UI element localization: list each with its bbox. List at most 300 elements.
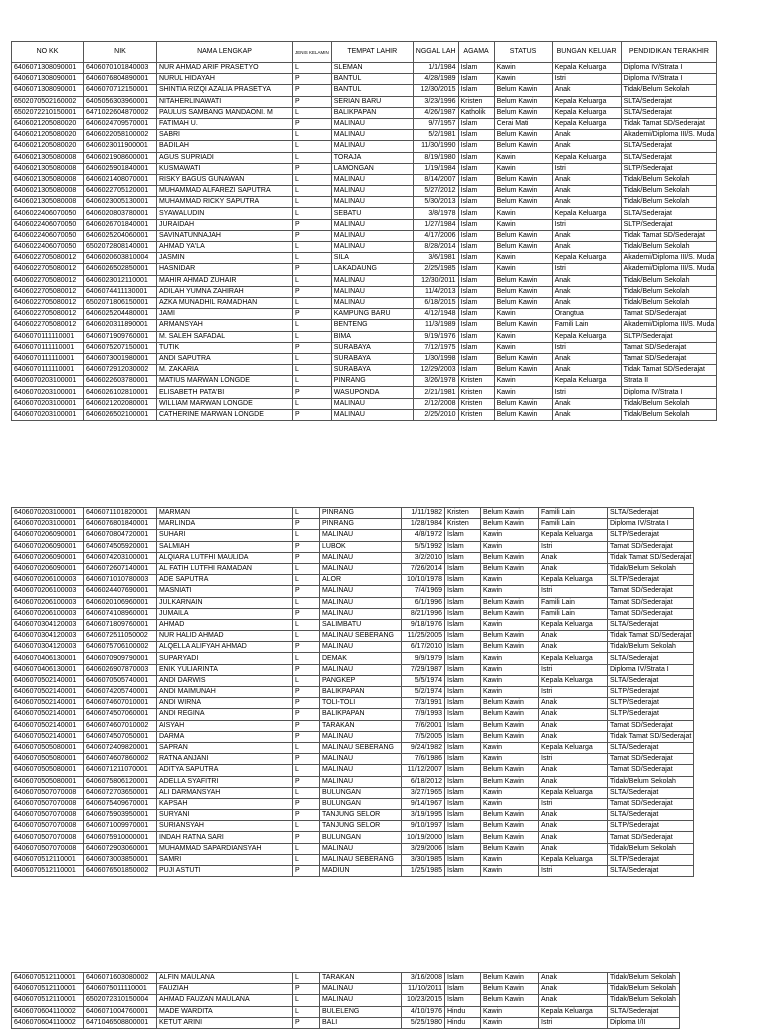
table-cell: MALINAU SEBERANG xyxy=(320,854,402,865)
table-cell: Tidak/Belum Sekolah xyxy=(621,297,717,308)
table-cell: Islam xyxy=(445,854,481,865)
table-cell: ANDI WIRNA xyxy=(157,698,293,709)
table-cell: MALINAU xyxy=(331,398,413,409)
table-cell: L xyxy=(293,275,332,286)
table-cell: 3/30/1985 xyxy=(402,854,445,865)
table-cell: Tamat SD/Sederajat xyxy=(608,765,694,776)
table-cell: Anak xyxy=(552,85,621,96)
table-row xyxy=(12,563,694,574)
table-cell: L xyxy=(293,253,332,264)
column-header: JENIS KELAMIN xyxy=(293,42,332,63)
column-header: NO KK xyxy=(12,42,84,63)
table-cell: Kawin xyxy=(494,74,552,85)
table-cell: Katholik xyxy=(458,107,494,118)
table-cell: Anak xyxy=(552,297,621,308)
table-cell: Islam xyxy=(445,597,481,608)
table-cell: 6406070101840003 xyxy=(84,63,157,74)
table-cell: TARAKAN xyxy=(320,973,402,984)
table-cell: 6406070909790001 xyxy=(84,653,157,664)
table-cell: Tamat SD/Sederajat xyxy=(608,597,694,608)
table-row xyxy=(12,409,717,420)
table-cell: Tidak/Belum Sekolah xyxy=(608,642,694,653)
table-cell: Islam xyxy=(458,152,494,163)
table-cell: 6406023012110001 xyxy=(84,275,157,286)
table-cell: 6406076801840001 xyxy=(84,519,157,530)
table-cell: Islam xyxy=(445,843,481,854)
table-cell: 6406070505080001 xyxy=(12,776,84,787)
table-cell: 6406022603780001 xyxy=(84,376,157,387)
table-cell: Kepala Keluarga xyxy=(539,653,608,664)
table-cell: 6406070604110002 xyxy=(12,1006,84,1017)
table-cell: Islam xyxy=(445,984,481,995)
table-cell: 7/26/2014 xyxy=(402,563,445,574)
table-row xyxy=(12,163,717,174)
table-cell: Kepala Keluarga xyxy=(539,742,608,753)
table-cell: M. ZAKARIA xyxy=(157,365,293,376)
table-cell: 6406070111110001 xyxy=(12,365,84,376)
table-cell: ADE SAPUTRA xyxy=(157,575,293,586)
table-cell: MALINAU xyxy=(320,984,402,995)
table-cell: L xyxy=(293,508,320,519)
table-cell: BADILAH xyxy=(157,141,293,152)
table-row xyxy=(12,720,694,731)
table-cell: 6406070206090001 xyxy=(12,563,84,574)
table-cell: Kristen xyxy=(445,508,481,519)
table-cell: Kawin xyxy=(494,219,552,230)
table-cell: 6406021202080001 xyxy=(84,398,157,409)
table-cell: Islam xyxy=(458,242,494,253)
table-cell: Anak xyxy=(539,731,608,742)
table-cell: 6406071603080002 xyxy=(84,973,157,984)
table-cell: Belum Kawin xyxy=(494,130,552,141)
table-cell: 5/2/1981 xyxy=(413,130,458,141)
table-cell: L xyxy=(293,843,320,854)
table-cell: Belum Kawin xyxy=(481,608,539,619)
table-cell: Anak xyxy=(552,275,621,286)
table-cell: 6406074607010002 xyxy=(84,720,157,731)
table-cell: Hindu xyxy=(445,1017,481,1028)
table-cell: 6406070502140001 xyxy=(12,731,84,742)
table-cell: 6406076804890001 xyxy=(84,74,157,85)
table-cell: Islam xyxy=(445,653,481,664)
table-cell: 3/8/1978 xyxy=(413,208,458,219)
table-cell: 6406020311890001 xyxy=(84,320,157,331)
table-cell: MALINAU xyxy=(320,642,402,653)
table-row xyxy=(12,619,694,630)
table-cell: P xyxy=(293,698,320,709)
table-cell: SLTA/Sederajat xyxy=(608,866,694,877)
table-cell: 7/29/1987 xyxy=(402,664,445,675)
table-cell: Islam xyxy=(445,832,481,843)
table-cell: Islam xyxy=(445,866,481,877)
table-cell: Tidak/Belum Sekolah xyxy=(621,174,717,185)
table-cell: FATIMAH U. xyxy=(157,118,293,129)
table-cell: 12/30/2011 xyxy=(413,275,458,286)
table-cell: 6406022406070050 xyxy=(12,208,84,219)
table-row xyxy=(12,1017,680,1028)
table-cell: Islam xyxy=(458,141,494,152)
table-cell: Islam xyxy=(445,995,481,1006)
table-row xyxy=(12,687,694,698)
table-cell: 6406022705080012 xyxy=(12,286,84,297)
table-cell: P xyxy=(293,720,320,731)
table-cell: Kawin xyxy=(481,664,539,675)
table-cell: PINRANG xyxy=(320,508,402,519)
table-cell: P xyxy=(293,664,320,675)
table-cell: SLTP/Sederajat xyxy=(608,709,694,720)
column-header: STATUS xyxy=(494,42,552,63)
table-cell: 8/14/2007 xyxy=(413,174,458,185)
table-row xyxy=(12,320,717,331)
table-cell: Belum Kawin xyxy=(494,197,552,208)
table-cell: Islam xyxy=(445,642,481,653)
table-cell: CATHERINE MARWAN LONGDE xyxy=(157,409,293,420)
table-cell: P xyxy=(293,409,332,420)
table-cell: 6406025204060001 xyxy=(84,230,157,241)
table-cell: Islam xyxy=(445,709,481,720)
table-cell: MADIUN xyxy=(320,866,402,877)
table-cell: 6406022705080012 xyxy=(12,309,84,320)
table-cell: MUHAMMAD ALFAREZI SAPUTRA xyxy=(157,186,293,197)
table-cell: Kawin xyxy=(494,63,552,74)
table-cell: Anak xyxy=(539,776,608,787)
table-cell: P xyxy=(293,984,320,995)
table-cell: Tidak/Belum Sekolah xyxy=(621,186,717,197)
table-cell: 6406070203100001 xyxy=(12,387,84,398)
table-cell: Islam xyxy=(445,821,481,832)
table-cell: MALINAU xyxy=(320,664,402,675)
table-cell: SHINTIA RIZQI AZALIA PRASETYA xyxy=(157,85,293,96)
table-row xyxy=(12,242,717,253)
table-cell: Islam xyxy=(445,675,481,686)
table-cell: 6406070406130001 xyxy=(12,653,84,664)
table-cell: 8/28/2014 xyxy=(413,242,458,253)
table-cell: BANTUL xyxy=(331,74,413,85)
table-cell: P xyxy=(293,96,332,107)
table-cell: ELISABETH PATA'BI xyxy=(157,387,293,398)
table-cell: Belum Kawin xyxy=(494,286,552,297)
table-cell: SLTA/Sederajat xyxy=(621,107,717,118)
table-cell: ADILAH YUMNA ZAHIRAH xyxy=(157,286,293,297)
table-cell: Tidak/Belum Sekolah xyxy=(621,398,717,409)
table-cell: Anak xyxy=(539,765,608,776)
table-cell: Kristen xyxy=(458,387,494,398)
table-cell: 6406022705080012 xyxy=(12,264,84,275)
table-cell: 6406070507070008 xyxy=(12,821,84,832)
table-row xyxy=(12,866,694,877)
table-cell: Belum Kawin xyxy=(481,832,539,843)
table-cell: 6406025901840001 xyxy=(84,163,157,174)
table-cell: KUSMAWATI xyxy=(157,163,293,174)
table-cell: Anak xyxy=(552,353,621,364)
table-cell: 6406070406130001 xyxy=(12,664,84,675)
table-cell: 6406021305080008 xyxy=(12,174,84,185)
table-cell: Belum Kawin xyxy=(481,698,539,709)
table-cell: Tidak Tamat SD/Sederajat xyxy=(608,552,694,563)
table-cell: SYAWALUDIN xyxy=(157,208,293,219)
table-cell: ALFIN MAULANA xyxy=(157,973,293,984)
table-cell: Istri xyxy=(552,264,621,275)
table-cell: Istri xyxy=(539,586,608,597)
table-cell: P xyxy=(293,687,320,698)
table-cell: JUMAILA xyxy=(157,608,293,619)
table-cell: SEBATU xyxy=(331,208,413,219)
table-row xyxy=(12,731,694,742)
table-cell: 6406070712150001 xyxy=(84,85,157,96)
table-cell: P xyxy=(293,731,320,742)
table-cell: 6406071101820001 xyxy=(84,508,157,519)
table-cell: 6406070203100001 xyxy=(12,376,84,387)
table-cell: 9/24/1982 xyxy=(402,742,445,753)
table-cell: NITAHERLINAWATI xyxy=(157,96,293,107)
table-cell: SERIAN BARU xyxy=(331,96,413,107)
table-cell: 3/26/1978 xyxy=(413,376,458,387)
table-cell: Kawin xyxy=(481,754,539,765)
table-cell: 6406026502100001 xyxy=(84,409,157,420)
table-cell: L xyxy=(293,575,320,586)
column-header: NAMA LENGKAP xyxy=(157,42,293,63)
table-cell: Istri xyxy=(539,866,608,877)
table-cell: 7/6/1986 xyxy=(402,754,445,765)
table-cell: 6502070502160002 xyxy=(12,96,84,107)
table-cell: Kawin xyxy=(481,575,539,586)
table-cell: 6502071806150001 xyxy=(84,297,157,308)
table-row xyxy=(12,376,717,387)
table-cell: SURABAYA xyxy=(331,365,413,376)
table-cell: Tidak/Belum Sekolah xyxy=(621,197,717,208)
table-cell: Kawin xyxy=(481,787,539,798)
table-cell: L xyxy=(293,320,332,331)
table-cell: Belum Kawin xyxy=(494,365,552,376)
table-cell: SLTP/Sederajat xyxy=(608,530,694,541)
table-row xyxy=(12,365,717,376)
table-row xyxy=(12,519,694,530)
table-cell: Anak xyxy=(539,810,608,821)
table-cell: 6406071308090001 xyxy=(12,63,84,74)
table-cell: 11/10/2011 xyxy=(402,984,445,995)
table-cell: Islam xyxy=(445,608,481,619)
table-cell: BALIKPAPAN xyxy=(331,107,413,118)
table-cell: 6406070512110001 xyxy=(12,866,84,877)
table-cell: Islam xyxy=(458,264,494,275)
table-cell: 6406073003850001 xyxy=(84,854,157,865)
table-cell: MADE WARDITA xyxy=(157,1006,293,1017)
table-cell: Kristen xyxy=(458,96,494,107)
table-cell: ALQELLA ALIFYAH AHMAD xyxy=(157,642,293,653)
table-cell: Tidak/Belum Sekolah xyxy=(621,85,717,96)
table-cell: 7/5/2005 xyxy=(402,731,445,742)
table-cell: TANJUNG SELOR xyxy=(320,810,402,821)
table-cell: Anak xyxy=(552,242,621,253)
table-cell: Belum Kawin xyxy=(494,96,552,107)
table-cell: 6406022058100002 xyxy=(84,130,157,141)
table-cell: Islam xyxy=(445,776,481,787)
table-cell: Islam xyxy=(458,163,494,174)
table-cell: P xyxy=(293,74,332,85)
table-cell: 6406075207150001 xyxy=(84,342,157,353)
table-cell: 6406022705080012 xyxy=(12,297,84,308)
table-cell: L xyxy=(293,376,332,387)
table-cell: Kawin xyxy=(494,152,552,163)
table-cell: P xyxy=(293,541,320,552)
table-cell: L xyxy=(293,1006,320,1017)
table-cell: 5/2/1974 xyxy=(402,687,445,698)
table-cell: L xyxy=(293,63,332,74)
table-cell: SALIMBATU xyxy=(320,619,402,630)
column-header: PENDIDIKAN TERAKHIR xyxy=(621,42,717,63)
table-cell: Kepala Keluarga xyxy=(552,208,621,219)
table-cell: MALINAU xyxy=(331,141,413,152)
table-cell: 6406070206090001 xyxy=(12,552,84,563)
table-row xyxy=(12,787,694,798)
table-cell: Anak xyxy=(539,821,608,832)
table-cell: 6406075409670001 xyxy=(84,798,157,809)
table-cell: Diploma IV/Strata I xyxy=(608,664,694,675)
table-cell: Belum Kawin xyxy=(481,597,539,608)
table-cell: 6406070206090001 xyxy=(12,541,84,552)
table-cell: Tamat SD/Sederajat xyxy=(608,754,694,765)
table-cell: Islam xyxy=(458,85,494,96)
table-cell: 6406023011900001 xyxy=(84,141,157,152)
table-cell: MALINAU xyxy=(331,118,413,129)
table-cell: P xyxy=(293,118,332,129)
table-cell: Kepala Keluarga xyxy=(552,107,621,118)
table-cell: AHMAD FAUZAN MAULANA xyxy=(157,995,293,1006)
table-cell: 8/19/1980 xyxy=(413,152,458,163)
table-cell: 1/27/1984 xyxy=(413,219,458,230)
table-cell: 1/30/1998 xyxy=(413,353,458,364)
table-cell: P xyxy=(293,832,320,843)
table-cell: 6406020803780001 xyxy=(84,208,157,219)
table-cell: Islam xyxy=(458,286,494,297)
table-cell: Orangtua xyxy=(552,309,621,320)
table-cell: 6406070505740001 xyxy=(84,675,157,686)
table-cell: AGUS SUPRIADI xyxy=(157,152,293,163)
table-cell: Islam xyxy=(445,731,481,742)
table-cell: L xyxy=(293,631,320,642)
table-cell: 6406072903060001 xyxy=(84,843,157,854)
table-cell: Diploma IV/Strata I xyxy=(621,63,717,74)
table-cell: Belum Kawin xyxy=(481,508,539,519)
table-cell: 12/29/2003 xyxy=(413,365,458,376)
table-cell: 7/3/1991 xyxy=(402,698,445,709)
table-cell: 6406070304120003 xyxy=(12,619,84,630)
table-cell: Istri xyxy=(539,687,608,698)
table-cell: 7/9/1993 xyxy=(402,709,445,720)
table-cell: 1/19/1984 xyxy=(413,163,458,174)
table-row xyxy=(12,130,717,141)
table-cell: Anak xyxy=(539,832,608,843)
table-cell: 6406070304120003 xyxy=(12,642,84,653)
table-cell: 6406074607860002 xyxy=(84,754,157,765)
table-cell: MUHAMMAD SAPARDIANSYAH xyxy=(157,843,293,854)
table-cell: 6/1/1996 xyxy=(402,597,445,608)
table-cell: 9/9/1979 xyxy=(402,653,445,664)
table-cell: 7/6/2001 xyxy=(402,720,445,731)
table-row xyxy=(12,63,717,74)
table-cell: 6406021205080020 xyxy=(12,118,84,129)
table-cell: 6406026502850001 xyxy=(84,264,157,275)
table-cell: 6406022705080012 xyxy=(12,275,84,286)
table-cell: Anak xyxy=(539,984,608,995)
table-cell: L xyxy=(293,152,332,163)
table-cell: 6406071308090001 xyxy=(12,74,84,85)
table-row xyxy=(12,197,717,208)
table-cell: MALINAU xyxy=(331,242,413,253)
table-cell: BULUNGAN xyxy=(320,787,402,798)
table-cell: MALINAU xyxy=(320,843,402,854)
table-cell: 6406070111110001 xyxy=(12,342,84,353)
table-cell: 4/26/1987 xyxy=(413,107,458,118)
table-cell: MALINAU xyxy=(320,754,402,765)
table-cell: ALOR xyxy=(320,575,402,586)
table-row xyxy=(12,709,694,720)
table-cell: LAMONGAN xyxy=(331,163,413,174)
table-cell: 6406021305080008 xyxy=(12,197,84,208)
table-cell: Hindu xyxy=(445,1006,481,1017)
table-cell: Anak xyxy=(539,709,608,720)
table-cell: L xyxy=(293,675,320,686)
table-cell: MALINAU xyxy=(331,130,413,141)
table-cell: SLTA/Sederajat xyxy=(608,787,694,798)
table-cell: MALINAU xyxy=(331,409,413,420)
table-cell: P xyxy=(293,866,320,877)
table-cell: Kawin xyxy=(481,798,539,809)
table-cell: Belum Kawin xyxy=(481,519,539,530)
table-row xyxy=(12,642,694,653)
header-row xyxy=(12,42,717,63)
table-cell: Akademi/Diploma III/S. Muda xyxy=(621,253,717,264)
table-cell: L xyxy=(293,353,332,364)
table-cell: 4/10/1976 xyxy=(402,1006,445,1017)
table-cell: 6406070507070008 xyxy=(12,810,84,821)
table-cell: P xyxy=(293,608,320,619)
table-row xyxy=(12,398,717,409)
table-cell: PUJI ASTUTI xyxy=(157,866,293,877)
table-row xyxy=(12,854,694,865)
table-row xyxy=(12,597,694,608)
table-cell: 6406071308090001 xyxy=(12,85,84,96)
table-cell: L xyxy=(293,130,332,141)
table-cell: Tamat SD/Sederajat xyxy=(608,832,694,843)
table-cell: Tidak Tamat SD/Sederajat xyxy=(621,230,717,241)
table-cell: Tidak/Belum Sekolah xyxy=(621,409,717,420)
table-cell: 1/11/1982 xyxy=(402,508,445,519)
table-cell: 6406074507060001 xyxy=(84,709,157,720)
table-cell: P xyxy=(293,798,320,809)
table-cell: BANTUL xyxy=(331,85,413,96)
table-cell: Islam xyxy=(445,530,481,541)
table-cell: Kristen xyxy=(458,409,494,420)
table-cell: 5/25/1980 xyxy=(402,1017,445,1028)
table-cell: 6406071211070001 xyxy=(84,765,157,776)
table-cell: 6405056303960001 xyxy=(84,96,157,107)
table-cell: 3/16/2008 xyxy=(402,973,445,984)
table-cell: Tidak/Belum Sekolah xyxy=(608,776,694,787)
table-cell: 6406070512110001 xyxy=(12,995,84,1006)
table-cell: Kristen xyxy=(445,519,481,530)
table-cell: Anak xyxy=(539,552,608,563)
table-cell: SAMRI xyxy=(157,854,293,865)
table-cell: 6406021305080008 xyxy=(12,163,84,174)
table-cell: Anak xyxy=(539,642,608,653)
table-cell: Islam xyxy=(445,541,481,552)
table-cell: JASMIN xyxy=(157,253,293,264)
table-cell: AZKA MUNADHIL RAMADHAN xyxy=(157,297,293,308)
table-cell: Kepala Keluarga xyxy=(539,787,608,798)
table-cell: PAULUS SAMBANG MANDAONI. M xyxy=(157,107,293,118)
table-cell: DARMA xyxy=(157,731,293,742)
